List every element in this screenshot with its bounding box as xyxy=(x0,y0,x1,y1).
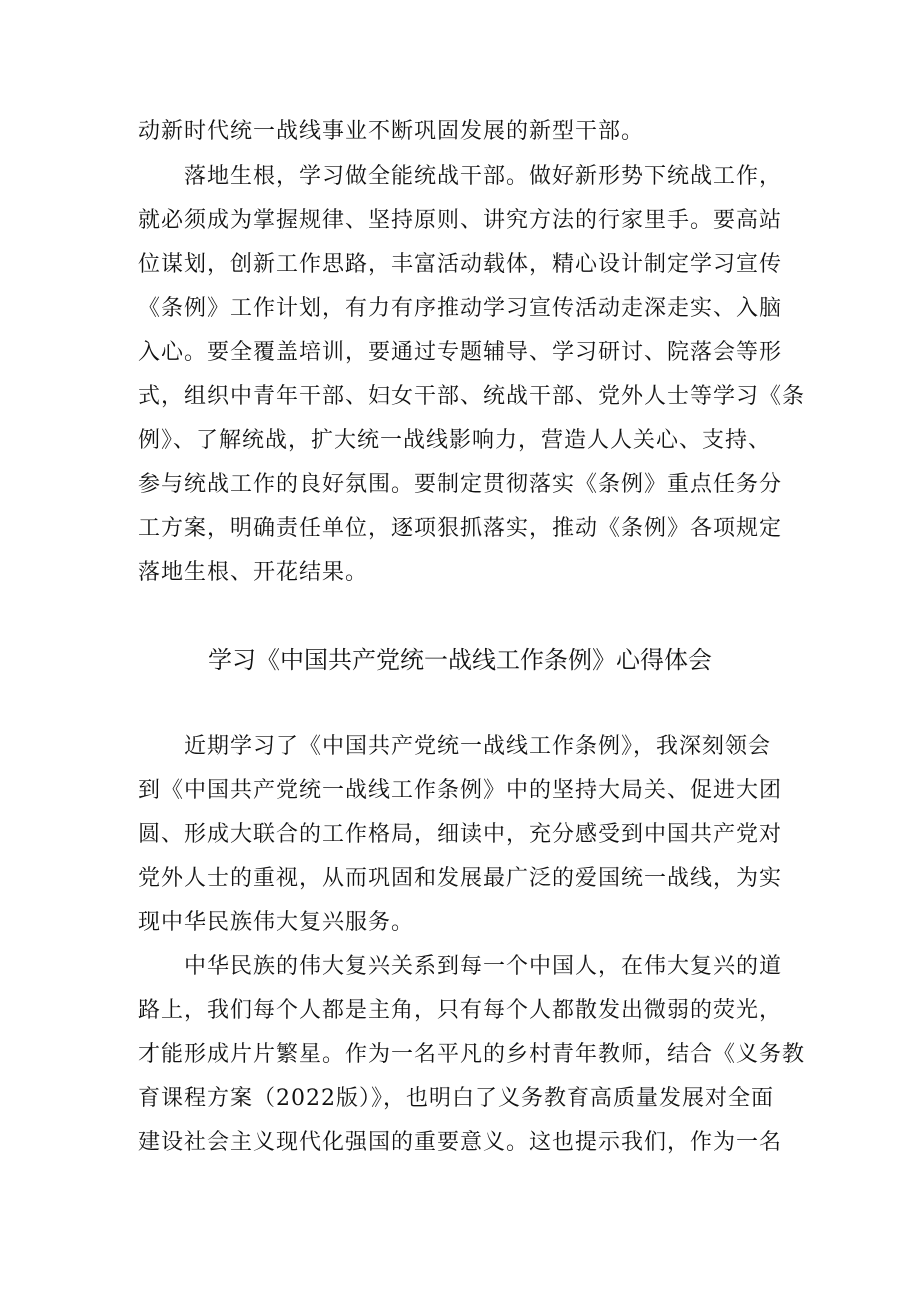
paragraph-line: 入心。要全覆盖培训，要通过专题辅导、学习研讨、院落会等形 xyxy=(138,340,783,365)
paragraph-line: 育课程方案（2022版）》，也明白了义务教育高质量发展对全面 xyxy=(138,1086,774,1111)
paragraph-line: 圆、形成大联合的工作格局，细读中，充分感受到中国共产党对 xyxy=(138,822,783,847)
paragraph-line: 落地生根，学习做全能统战干部。做好新形势下统战工作， xyxy=(184,164,783,189)
paragraph-line: 近期学习了《中国共产党统一战线工作条例》，我深刻领会 xyxy=(184,734,772,759)
paragraph-line: 建设社会主义现代化强国的重要意义。这也提示我们，作为一名 xyxy=(138,1130,783,1155)
paragraph-line: 落地生根、开花结果。 xyxy=(138,560,369,585)
paragraph-line: 现中华民族伟大复兴服务。 xyxy=(138,910,415,935)
paragraph-line: 中华民族的伟大复兴关系到每一个中国人，在伟大复兴的道 xyxy=(184,954,783,979)
paragraph-line: 动新时代统一战线事业不断巩固发展的新型干部。 xyxy=(138,119,645,144)
paragraph-line: 路上，我们每个人都是主角，只有每个人都散发出微弱的荧光， xyxy=(138,998,783,1023)
paragraph-line: 工方案，明确责任单位，逐项狠抓落实，推动《条例》各项规定 xyxy=(138,516,783,541)
paragraph-line: 才能形成片片繁星。作为一名平凡的乡村青年教师，结合《义务教 xyxy=(138,1042,806,1067)
paragraph-line: 党外人士的重视，从而巩固和发展最广泛的爱国统一战线，为实 xyxy=(138,866,783,891)
paragraph-line: 位谋划，创新工作思路，丰富活动载体，精心设计制定学习宣传 xyxy=(138,252,783,277)
document-title: 学习《中国共产党统一战线工作条例》心得体会 xyxy=(208,646,712,674)
paragraph-line: 例》、了解统战，扩大统一战线影响力，营造人人关心、支持、 xyxy=(138,428,772,453)
paragraph-line: 式，组织中青年干部、妇女干部、统战干部、党外人士等学习《条 xyxy=(138,384,806,409)
paragraph-line: 《条例》工作计划，有力有序推动学习宣传活动走深走实、入脑 xyxy=(138,296,783,321)
paragraph-line: 参与统战工作的良好氛围。要制定贯彻落实《条例》重点任务分 xyxy=(138,472,783,497)
paragraph-line: 就必须成为掌握规律、坚持原则、讲究方法的行家里手。要高站 xyxy=(138,208,783,233)
paragraph-line: 到《中国共产党统一战线工作条例》中的坚持大局关、促进大团 xyxy=(138,778,783,803)
